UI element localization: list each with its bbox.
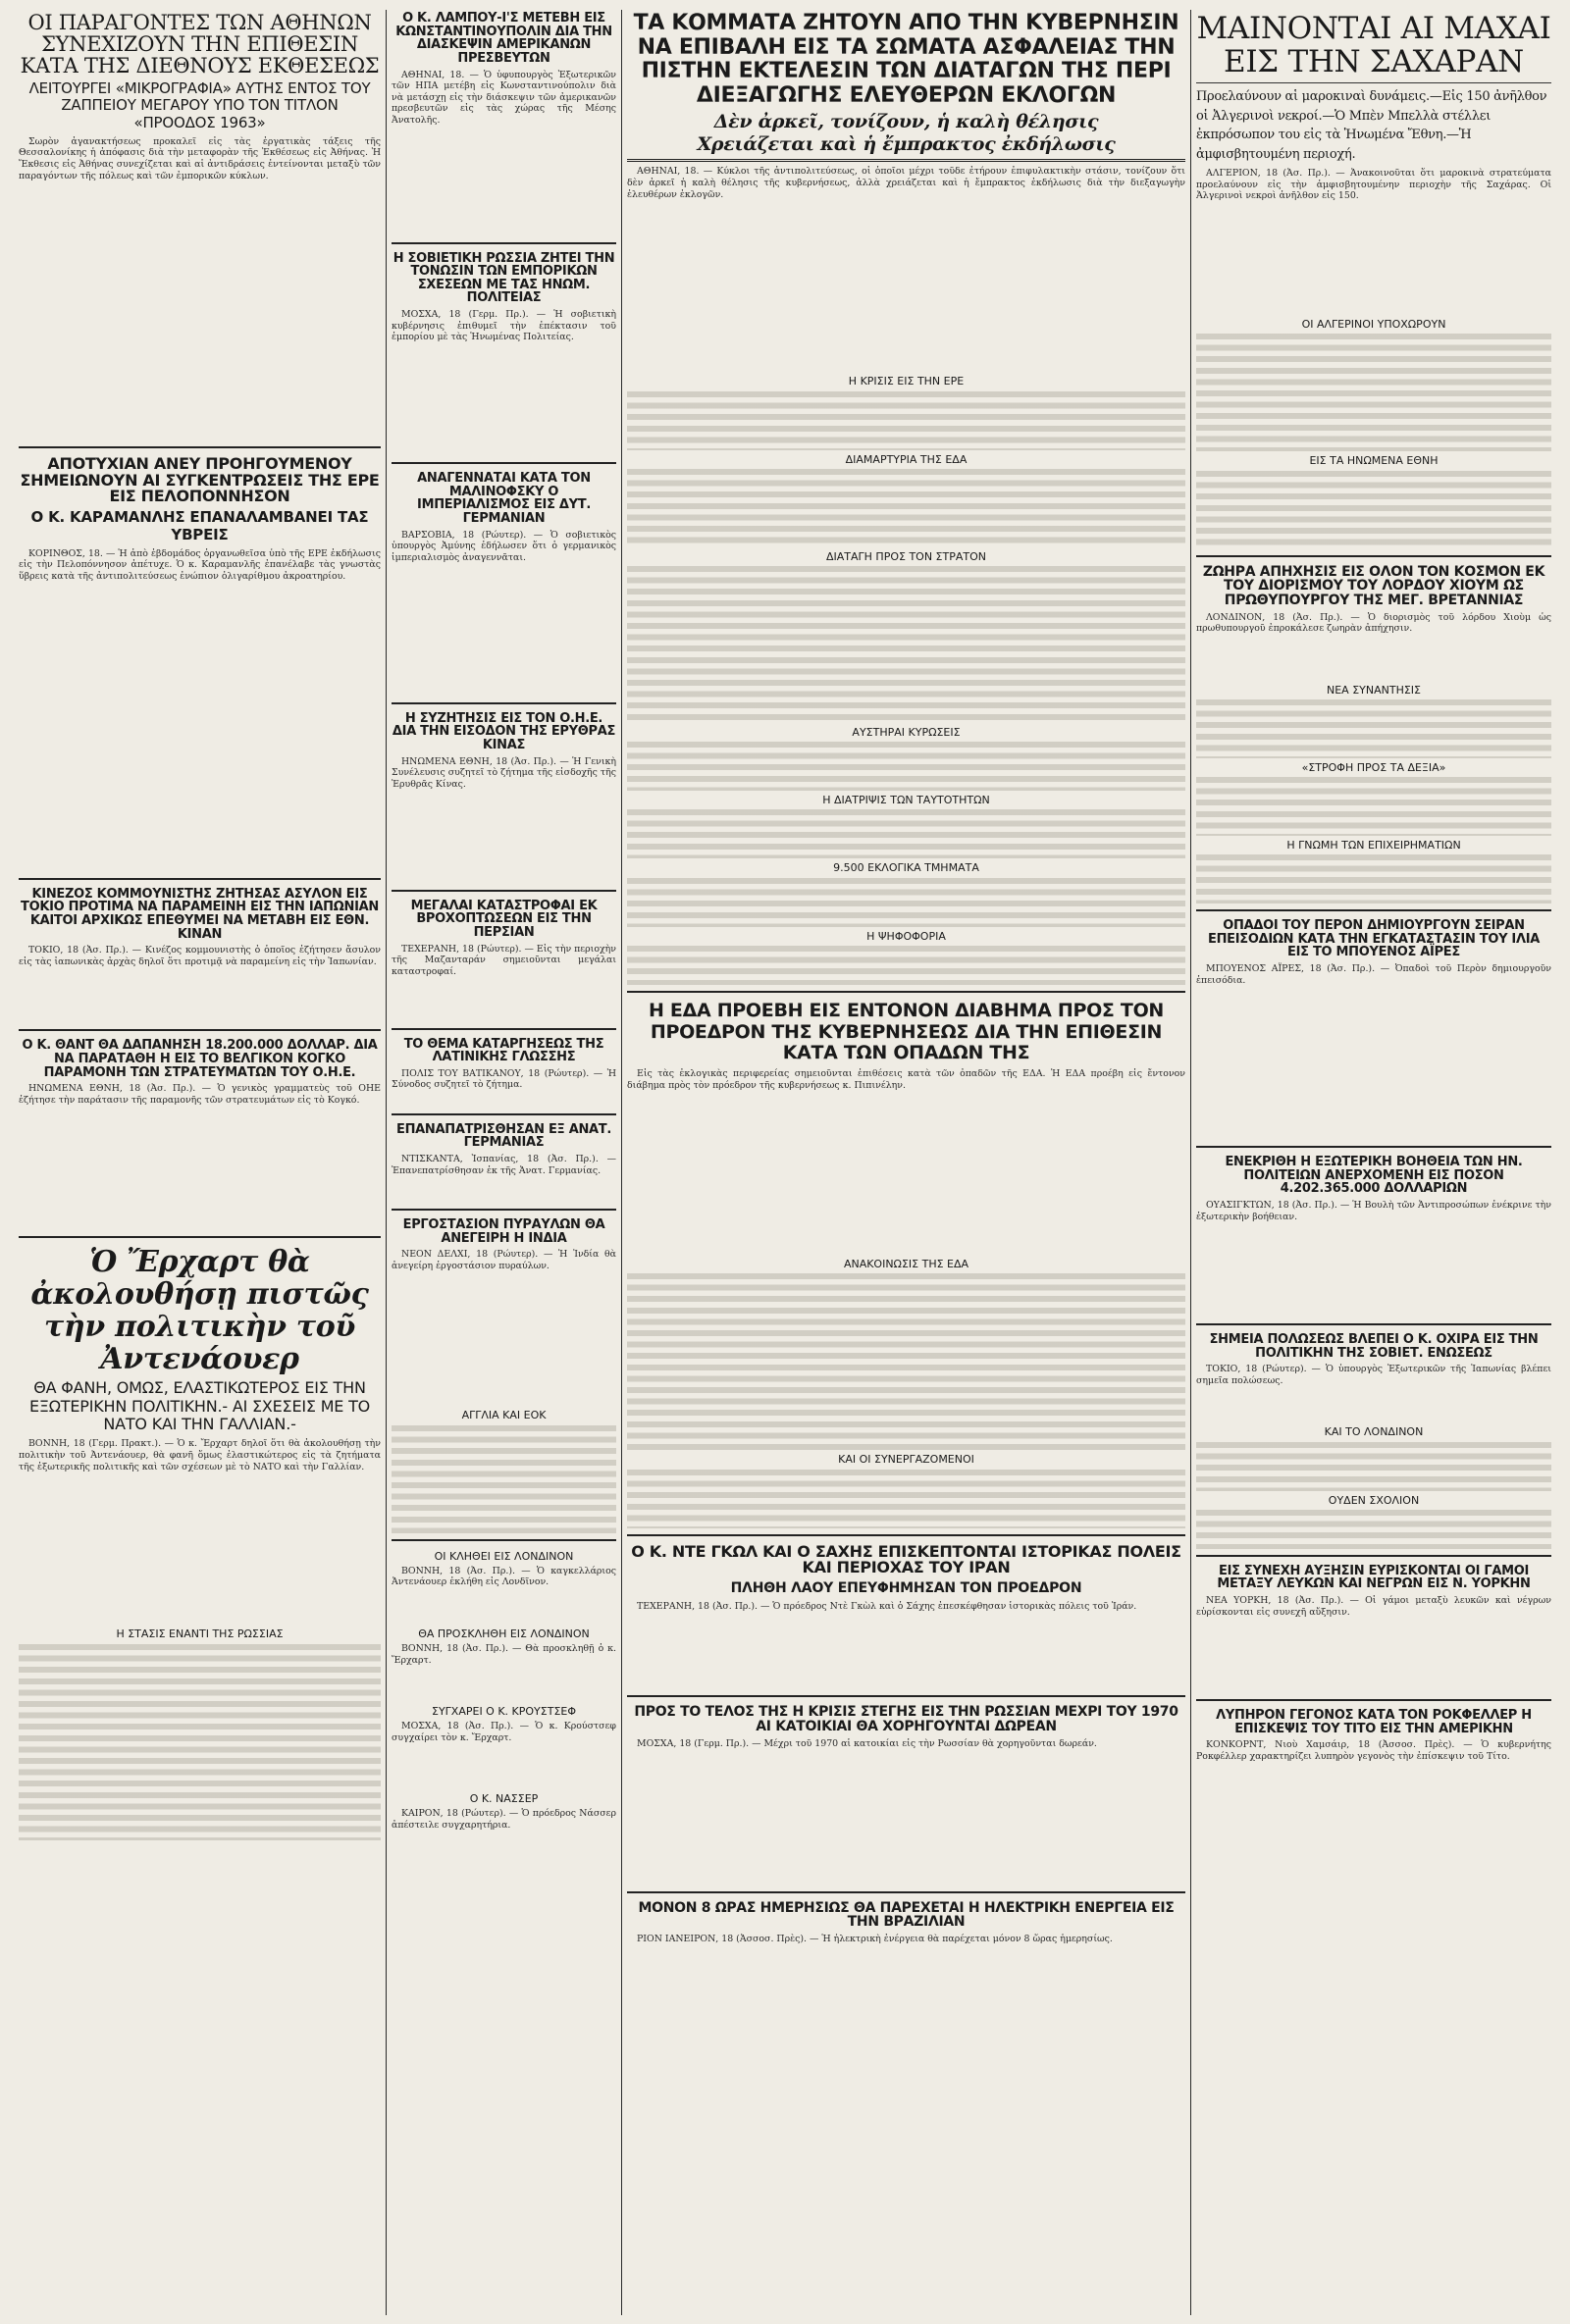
section-heading: ΕΙΣ ΤΑ ΗΝΩΜΕΝΑ ΕΘΝΗ: [1309, 454, 1439, 468]
section-heading: «ΣΤΡΟΦΗ ΠΡΟΣ ΤΑ ΔΕΞΙΑ»: [1301, 760, 1446, 774]
headline: ΠΡΟΣ ΤΟ ΤΕΛΟΣ ΤΗΣ Η ΚΡΙΣΙΣ ΣΤΕΓΗΣ ΕΙΣ ΤΗΝ ΡΩΣΣΙΑΝ ΜΕΧΡΙ ΤΟΥ 1970 ΑΙ ΚΑΤΟΙΚΙΑΙ ΘΑ ΧΟΡΗΓΟΥΝΤΑΙ ΔΩΡΕΑΝ: [634, 1704, 1178, 1734]
section-heading: ΚΑΙ ΟΙ ΣΥΝΕΡΓΑΖΟΜΕΝΟΙ: [838, 1453, 974, 1467]
section-heading: ΚΑΙ ΤΟ ΛΟΝΔΙΝΟΝ: [1324, 1425, 1424, 1439]
section-heading: ΟΙ ΚΛΗΘΕΙ ΕΙΣ ΛΟΝΔΙΝΟΝ: [434, 1549, 574, 1563]
article-body: ΗΝΩΜΕΝΑ ΕΘΝΗ, 18 (Ἀσ. Πρ.). — Ὁ γενικὸς γραμματεὺς τοῦ ΟΗΕ ἐζήτησε τὴν παράτασιν τῆς παραμονῆς τῶν στρατευμάτων εἰς τὸ Κογκό.: [19, 1083, 381, 1106]
headline: ΕΡΓΟΣΤΑΣΙΟΝ ΠΥΡΑΥΛΩΝ ΘΑ ΑΝΕΓΕΙΡΗ Η ΙΝΔΙΑ: [402, 1217, 605, 1246]
article-degaulle-iran: [627, 1542, 1185, 1698]
article-body: ΒΟΝΝΗ, 18 (Ἀσ. Πρ.). — Θὰ προσκληθῇ ὁ κ. Ἔρχαρτ.: [392, 1642, 616, 1666]
article-ball-istanbul: [392, 10, 616, 244]
section-heading: Η ΨΗΦΟΦΟΡΙΑ: [866, 929, 946, 943]
article-brazil-power: [627, 1899, 1185, 2047]
article-body: ΗΝΩΜΕΝΑ ΕΘΝΗ, 18 (Ἀσ. Πρ.). — Ἡ Γενικὴ Συνέλευσις συζητεῖ τὸ ζήτημα τῆς εἰσδοχῆς τῆς Ἐρυθρᾶς Κίνας.: [392, 755, 616, 790]
article-invited-london: [392, 1547, 616, 1933]
article-body: ΒΑΡΣΟΒΙΑ, 18 (Ρώυτερ). — Ὁ σοβιετικὸς ὑπουργὸς Ἀμύνης ἐδήλωσεν ὅτι ὁ γερμανικὸς ἰμπεριαλισμὸς ἀναγεννᾶται.: [392, 529, 616, 563]
article-body: [392, 1425, 616, 1533]
headline: ΕΙΣ ΣΥΝΕΧΗ ΑΥΞΗΣΙΝ ΕΥΡΙΣΚΟΝΤΑΙ ΟΙ ΓΑΜΟΙ ΜΕΤΑΞΥ ΛΕΥΚΩΝ ΚΑΙ ΝΕΓΡΩΝ ΕΙΣ Ν. ΥΟΡΚΗΝ: [1217, 1563, 1531, 1592]
article-body: ΠΟΛΙΣ ΤΟΥ ΒΑΤΙΚΑΝΟΥ, 18 (Ρώυτερ). — Ἡ Σύνοδος συζητεῖ τὸ ζήτημα.: [392, 1067, 616, 1091]
section-heading: Ο Κ. ΝΑΣΣΕΡ: [469, 1792, 539, 1806]
column-2: [387, 10, 622, 2315]
article-soviet-trade: [392, 250, 616, 465]
headline: ΕΝΕΚΡΙΘΗ Η ΕΞΩΤΕΡΙΚΗ ΒΟΗΘΕΙΑ ΤΩΝ ΗΝ. ΠΟΛΙΤΕΙΩΝ ΑΝΕΡΧΟΜΕΝΗ ΕΙΣ ΠΟΣΟΝ 4.202.365.000 ΔΟΛΛΑΡΙΩΝ: [1225, 1155, 1523, 1197]
headline: Η ΣΟΒΙΕΤΙΚΗ ΡΩΣΣΙΑ ΖΗΤΕΙ ΤΗΝ ΤΟΝΩΣΙΝ ΤΩΝ ΕΜΠΟΡΙΚΩΝ ΣΧΕΣΕΩΝ ΜΕ ΤΑΣ ΗΝΩΜ. ΠΟΛΙΤΕΙΑΣ: [392, 250, 615, 306]
article-body: [627, 946, 1185, 985]
subheadline: ΛΕΙΤΟΥΡΓΕΙ «ΜΙΚΡΟΓΡΑΦΙΑ» ΑΥΤΗΣ ΕΝΤΟΣ ΤΟΥ ΖΑΠΠΕΙΟΥ ΜΕΓΑΡΟΥ ΥΠΟ ΤΟΝ ΤΙΤΛΟΝ «ΠΡΟΟΔΟΣ 1963»: [28, 79, 371, 131]
article-body: ΒΟΝΝΗ, 18 (Γερμ. Πρακτ.). — Ὁ κ. Ἔρχαρτ δηλοῖ ὅτι θὰ ἀκολουθήσῃ τὴν πολιτικὴν τοῦ Ἀντενάουερ, θὰ φανῆ ὅμως ἐλαστικώτερος εἰς τὰ ζητήματα τῆς ἐξωτερικῆς πολιτικῆς καὶ τῶν σχέσεων μὲ τὸ ΝΑΤΟ καὶ τὴν Γαλλίαν.: [19, 1438, 381, 1472]
article-lord-home: [1196, 563, 1551, 912]
article-latin: [392, 1036, 616, 1115]
headline: ΣΗΜΕΙΑ ΠΟΛΩΣΕΩΣ ΒΛΕΠΕΙ Ο Κ. ΟΧΙΡΑ ΕΙΣ ΤΗΝ ΠΟΛΙΤΙΚΗΝ ΤΗΣ ΣΟΒΙΕΤ. ΕΝΩΣΕΩΣ: [1209, 1332, 1539, 1361]
headline: ΑΝΑΓΕΝΝΑΤΑΙ ΚΑΤΑ ΤΟΝ ΜΑΛΙΝΟΦΣΚΥ Ο ΙΜΠΕΡΙΑΛΙΣΜΟΣ ΕΙΣ ΔΥΤ. ΓΕΡΜΑΝΙΑΝ: [417, 471, 591, 527]
section-heading: ΟΥΔΕΝ ΣΧΟΛΙΟΝ: [1328, 1493, 1420, 1507]
article-body: ΑΘΗΝΑΙ, 18. — Ὁ ὑφυπουργὸς Ἐξωτερικῶν τῶν ΗΠΑ μετέβη εἰς Κωνσταντινούπολιν διὰ νὰ μετάσχῃ εἰς τὴν διάσκεψιν τῶν ἀμερικανῶν πρεσβευτῶν εἰς τὰς χώρας τῆς Μέσης Ἀνατολῆς.: [392, 69, 616, 126]
section-heading: ΔΙΑΤΑΓΗ ΠΡΟΣ ΤΟΝ ΣΤΡΑΤΟΝ: [826, 549, 986, 563]
article-body: Σωρὸν ἀγανακτήσεως προκαλεῖ εἰς τὰς ἐργατικὰς τάξεις τῆς Θεσσαλονίκης ἡ ἀπόφασις διὰ τὴν μεταφορὰν τῆς Ἐκθέσεως εἰς Ἀθήνας. Ἡ Ἔκθεσις εἰς Ἀθήνας συνεχίζεται καὶ αἱ ἀντιδράσεις ἐντείνονται μεταξὺ τῶν παραγόντων τῆς πόλεως καὶ τῶν ἐμπορικῶν κύκλων.: [19, 135, 381, 181]
article-body: Εἰς τὰς ἐκλογικὰς περιφερείας σημειοῦνται ἐπιθέσεις κατὰ τῶν ὀπαδῶν τῆς ΕΔΑ. Ἡ ΕΔΑ προέβη εἰς ἔντονον διάβημα πρὸς τὸν πρόεδρον τῆς κυβερνήσεως κ. Πιπινέλην.: [627, 1068, 1185, 1091]
subheadline: Δὲν ἀρκεῖ, τονίζουν, ἡ καλὴ θέλησις: [713, 110, 1099, 132]
column-4: [1191, 10, 1556, 2315]
headline: ΜΕΓΑΛΑΙ ΚΑΤΑΣΤΡΟΦΑΙ ΕΚ ΒΡΟΧΟΠΤΩΣΕΩΝ ΕΙΣ ΤΗΝ ΠΕΡΣΙΑΝ: [410, 898, 598, 940]
section-heading: ΣΥΓΧΑΡΕΙ Ο Κ. ΚΡΟΥΣΤΣΕΦ: [432, 1704, 576, 1718]
section-heading: ΝΕΑ ΣΥΝΑΝΤΗΣΙΣ: [1327, 683, 1421, 697]
article-body: ΜΟΣΧΑ, 18 (Γερμ. Πρ.). — Ἡ σοβιετικὴ κυβέρνησις ἐπιθυμεῖ τὴν ἐπέκτασιν τοῦ ἐμπορίου μὲ τὰς Ἡνωμένας Πολιτείας.: [392, 309, 616, 343]
article-body: ΚΑΙΡΟΝ, 18 (Ρώυτερ). — Ὁ πρόεδρος Νάσσερ ἀπέστειλε συγχαρητήρια.: [392, 1808, 616, 1831]
article-foreign-aid: [1196, 1154, 1551, 1325]
section-heading: ΑΓΓΛΙΑ ΚΑΙ ΕΟΚ: [461, 1409, 547, 1422]
article-un-china: [392, 710, 616, 892]
article-body: ΛΟΝΔΙΝΟΝ, 18 (Ἀσ. Πρ.). — Ὁ διορισμὸς τοῦ λόρδου Χιοὺμ ὡς πρωθυπουργοῦ ἐπροκάλεσε ζωηρὰν ἀπήχησιν.: [1196, 611, 1551, 635]
article-body: ΜΠΟΥΕΝΟΣ ΑΪΡΕΣ, 18 (Ἀσ. Πρ.). — Ὀπαδοὶ τοῦ Περὸν δημιουργοῦν ἐπεισόδια.: [1196, 963, 1551, 986]
headline: Ο Κ. ΛΑΜΠΟΥ-Ι'Σ ΜΕΤΕΒΗ ΕΙΣ ΚΩΝΣΤΑΝΤΙΝΟΥΠΟΛΙΝ ΔΙΑ ΤΗΝ ΔΙΑΣΚΕΨΙΝ ΑΜΕΡΙΚΑΝΩΝ ΠΡΕΣΒΕΥΤΩΝ: [395, 11, 612, 66]
article-body: [627, 469, 1185, 547]
headline: Ο Κ. ΘΑΝΤ ΘΑ ΔΑΠΑΝΗΣΗ 18.200.000 ΔΟΛΛΑΡ. ΔΙΑ ΝΑ ΠΑΡΑΤΑΘΗ Η ΕΙΣ ΤΟ ΒΕΛΓΙΚΟΝ ΚΟΓΚΟ ΠΑΡΑΜΟΝΗ ΤΩΝ ΣΤΡΑΤΕΥΜΑΤΩΝ ΤΟΥ Ο.Η.Ε.: [22, 1038, 378, 1080]
headline: Ο Κ. ΝΤΕ ΓΚΩΛ ΚΑΙ Ο ΣΑΧΗΣ ΕΠΙΣΚΕΠΤΟΝΤΑΙ ΙΣΤΟΡΙΚΑΣ ΠΟΛΕΙΣ ΚΑΙ ΠΕΡΙΟΧΑΣ ΤΟΥ ΙΡΑΝ: [631, 1541, 1181, 1577]
article-body: [1196, 1442, 1551, 1491]
article-body: ΤΕΧΕΡΑΝΗ, 18 (Ἀσ. Πρ.). — Ὁ πρόεδρος Ντὲ Γκὼλ καὶ ὁ Σάχης ἐπεσκέφθησαν ἱστορικὰς πόλεις τοῦ Ἰράν.: [637, 1601, 1137, 1613]
article-body: [627, 809, 1185, 858]
headline: Η ΕΔΑ ΠΡΟΕΒΗ ΕΙΣ ΕΝΤΟΝΟΝ ΔΙΑΒΗΜΑ ΠΡΟΣ ΤΟΝ ΠΡΟΕΔΡΟΝ ΤΗΣ ΚΥΒΕΡΝΗΣΕΩΣ ΔΙΑ ΤΗΝ ΕΠΙΘΕΣΙΝ ΚΑΤΑ ΤΩΝ ΟΠΑΔΩΝ ΤΗΣ: [648, 999, 1165, 1064]
article-body: [627, 566, 1185, 723]
column-1: [14, 10, 387, 2315]
headline: ΤΟ ΘΕΜΑ ΚΑΤΑΡΓΗΣΕΩΣ ΤΗΣ ΛΑΤΙΝΙΚΗΣ ΓΛΩΣΣΗΣ: [403, 1036, 604, 1065]
article-body: ΟΥΑΣΙΓΚΤΩΝ, 18 (Ἀσ. Πρ.). — Ἡ Βουλὴ τῶν Ἀντιπροσώπων ἐνέκρινε τὴν ἐξωτερικὴν βοήθειαν.: [1196, 1200, 1551, 1222]
article-thant-congo: [19, 1037, 381, 1238]
article-body: ΤΟΚΙΟ, 18 (Ρώυτερ). — Ὁ ὑπουργὸς Ἐξωτερικῶν τῆς Ἰαπωνίας βλέπει σημεῖα πολώσεως.: [1196, 1364, 1551, 1386]
article-body: [1196, 854, 1551, 904]
article-body: ΝΕΑ ΥΟΡΚΗ, 18 (Ἀσ. Πρ.). — Οἱ γάμοι μεταξὺ λευκῶν καὶ νέγρων εὑρίσκονται εἰς συνεχῆ αὔξησιν.: [1196, 1594, 1551, 1618]
headline: ΚΙΝΕΖΟΣ ΚΟΜΜΟΥΝΙΣΤΗΣ ΖΗΤΗΣΑΣ ΑΣΥΛΟΝ ΕΙΣ ΤΟΚΙΟ ΠΡΟΤΙΜΑ ΝΑ ΠΑΡΑΜΕΙΝΗ ΕΙΣ ΤΗΝ ΙΑΠΩΝΙΑΝ ΚΑΙΤΟΙ ΑΡΧΙΚΩΣ ΕΠΕΘΥΜΕΙ ΝΑ ΜΕΤΑΒΗ ΕΙΣ ΕΘΝ. ΚΙΝΑΝ: [21, 886, 379, 942]
headline: Ὁ Ἔρχαρτ θὰ ἀκολουθήσῃ πιστῶς τὴν πολιτικὴν τοῦ Ἀντενάουερ: [30, 1245, 369, 1377]
article-ohira: [1196, 1331, 1551, 1557]
headline: ΑΠΟΤΥΧΙΑΝ ΑΝΕΥ ΠΡΟΗΓΟΥΜΕΝΟΥ ΣΗΜΕΙΩΝΟΥΝ ΑΙ ΣΥΓΚΕΝΤΡΩΣΕΙΣ ΤΗΣ ΕΡΕ ΕΙΣ ΠΕΛΟΠΟΝΝΗΣΟΝ: [20, 453, 380, 506]
article-body: ΚΟΡΙΝΘΟΣ, 18. — Ἡ ἀπὸ ἑβδομάδος ὀργανωθεῖσα ὑπὸ τῆς ΕΡΕ ἐκδήλωσις εἰς τὴν Πελοπόννησον ἀπέτυχε. Ὁ κ. Καραμανλῆς ἐπανέλαβε τὰς γνωστὰς ὕβρεις κατὰ τῆς ἀντιπολιτεύσεως ἐνώπιον ὀλιγαρίθμου ἀκροατηρίου.: [19, 547, 381, 582]
headline: ΕΠΑΝΑΠΑΤΡΙΣΘΗΣΑΝ ΕΞ ΑΝΑΤ. ΓΕΡΜΑΝΙΑΣ: [395, 1121, 612, 1151]
headline: Η ΣΥΖΗΤΗΣΙΣ ΕΙΣ ΤΟΝ Ο.Η.Ε. ΔΙΑ ΤΗΝ ΕΙΣΟΔΟΝ ΤΗΣ ΕΡΥΘΡΑΣ ΚΙΝΑΣ: [392, 710, 616, 752]
article-sahara: [1196, 10, 1551, 557]
article-exhibition: [19, 10, 381, 448]
article-body: ΒΟΝΝΗ, 18 (Ἀσ. Πρ.). — Ὁ καγκελλάριος Ἀντενάουερ ἐκλήθη εἰς Λονδῖνον.: [392, 1565, 616, 1588]
subheadline: Προελαύνουν αἱ μαροκιναὶ δυνάμεις.—Εἰς 150 ἀνῆλθον οἱ Ἀλγερινοὶ νεκροί.—Ὁ Μπὲν Μπελλὰ στέλλει ἐκπρόσωπον του εἰς τὰ Ἡνωμένα Ἔθνη.—Ἡ ἀμφισβητουμένη περιοχή.: [1196, 89, 1547, 162]
article-body: [1196, 777, 1551, 836]
subheadline: ΘΑ ΦΑΝΗ, ΟΜΩΣ, ΕΛΑΣΤΙΚΩΤΕΡΟΣ ΕΙΣ ΤΗΝ ΕΞΩΤΕΡΙΚΗΝ ΠΟΛΙΤΙΚΗΝ.- ΑΙ ΣΧΕΣΕΙΣ ΜΕ ΤΟ ΝΑΤΟ ΚΑΙ ΤΗΝ ΓΑΛΛΙΑΝ.-: [28, 1378, 371, 1434]
article-russia-housing: [627, 1703, 1185, 1892]
headline: ΖΩΗΡΑ ΑΠΗΧΗΣΙΣ ΕΙΣ ΟΛΟΝ ΤΟΝ ΚΟΣΜΟΝ ΕΚ ΤΟΥ ΔΙΟΡΙΣΜΟΥ ΤΟΥ ΛΟΡΔΟΥ ΧΙΟΥΜ ΩΣ ΠΡΩΘΥΠΟΥΡΓΟΥ ΤΗΣ ΜΕΓ. ΒΡΕΤΑΝΝΙΑΣ: [1202, 563, 1545, 608]
article-body: [627, 391, 1185, 450]
section-heading: ΘΑ ΠΡΟΣΚΛΗΘΗ ΕΙΣ ΛΟΝΔΙΝΟΝ: [418, 1627, 590, 1640]
article-chinese-asylum: [19, 886, 381, 1032]
section-heading: Η ΓΝΩΜΗ ΤΩΝ ΕΠΙΧΕΙΡΗΜΑΤΙΩΝ: [1286, 839, 1461, 852]
subheadline: Ο Κ. ΚΑΡΑΜΑΝΛΗΣ ΕΠΑΝΑΛΑΜΒΑΝΕΙ ΤΑΣ ΥΒΡΕΙΣ: [30, 508, 369, 543]
article-body: ΑΛΓΕΡΙΟΝ, 18 (Ἀσ. Πρ.). — Ἀνακοινοῦται ὅτι μαροκινὰ στρατεύματα προελαύνουν εἰς τὴν ἀμφισβητουμένην περιοχὴν τῆς Σαχάρας. Οἱ Ἀλγερινοὶ νεκροὶ ἀνῆλθον εἰς 150.: [1196, 168, 1551, 202]
section-heading: ΑΝΑΚΟΙΝΩΣΙΣ ΤΗΣ ΕΔΑ: [843, 1258, 969, 1271]
article-erhard: [19, 1244, 381, 1845]
article-malinovsky: [392, 470, 616, 704]
article-repatriation: [392, 1121, 616, 1211]
article-body: ΜΟΣΧΑ, 18 (Γερμ. Πρ.). — Μέχρι τοῦ 1970 αἱ κατοικίαι εἰς τὴν Ρωσσίαν θὰ χορηγοῦνται δωρεάν.: [637, 1737, 1097, 1749]
section-heading: Η ΔΙΑΤΡΙΨΙΣ ΤΩΝ ΤΑΥΤΟΤΗΤΩΝ: [822, 794, 990, 807]
section-heading: ΑΥΣΤΗΡΑΙ ΚΥΡΩΣΕΙΣ: [852, 725, 961, 739]
headline: ΤΑ ΚΟΜΜΑΤΑ ΖΗΤΟΥΝ ΑΠΟ ΤΗΝ ΚΥΒΕΡΝΗΣΙΝ ΝΑ ΕΠΙΒΑΛΗ ΕΙΣ ΤΑ ΣΩΜΑΤΑ ΑΣΦΑΛΕΙΑΣ ΤΗΝ ΠΙΣΤΗΝ ΕΚΤΕΛΕΣΙΝ ΤΩΝ ΔΙΑΤΑΓΩΝ ΤΗΣ ΠΕΡΙ ΔΙΕΞΑΓΩΓΗΣ ΕΛΕΥΘΕΡΩΝ ΕΚΛΟΓΩΝ: [633, 11, 1179, 108]
article-body: ΡΙΟΝ ΙΑΝΕΙΡΟΝ, 18 (Ἀσσοσ. Πρὲς). — Ἡ ἠλεκτρικὴ ἐνέργεια θὰ παρέχεται μόνον 8 ὥρας ἡμερησίως.: [637, 1934, 1113, 1945]
article-body: [627, 878, 1185, 927]
article-ny-marriages: [1196, 1563, 1551, 1701]
article-body: ΝΤΙΣΚΑΝΤΑ, Ἰσπανίας, 18 (Ἀσ. Πρ.). — Ἐπανεπατρίσθησαν ἐκ τῆς Ἀνατ. Γερμανίας.: [392, 1154, 616, 1176]
article-ere-peloponnese: [19, 454, 381, 880]
newspaper-page: [14, 10, 1556, 2315]
section-heading: Η ΣΤΑΣΙΣ ΕΝΑΝΤΙ ΤΗΣ ΡΩΣΣΙΑΣ: [116, 1627, 284, 1641]
subheadline: ΠΛΗΘΗ ΛΑΟΥ ΕΠΕΥΦΗΜΗΣΑΝ ΤΟΝ ΠΡΟΕΔΡΟΝ: [730, 1580, 1082, 1597]
headline: ΟΠΑΔΟΙ ΤΟΥ ΠΕΡΟΝ ΔΗΜΙΟΥΡΓΟΥΝ ΣΕΙΡΑΝ ΕΠΕΙΣΟΔΙΩΝ ΚΑΤΑ ΤΗΝ ΕΓΚΑΤΑΣΤΑΣΙΝ ΤΟΥ ΙΛΙΑ ΕΙΣ ΤΟ ΜΠΟΥΕΝΟΣ ΑΪΡΕΣ: [1207, 918, 1541, 960]
section-heading: ΟΙ ΑΛΓΕΡΙΝΟΙ ΥΠΟΧΩΡΟΥΝ: [1301, 318, 1446, 332]
article-elections-lead: [627, 10, 1185, 993]
section-heading: Η ΚΡΙΣΙΣ ΕΙΣ ΤΗΝ ΕΡΕ: [848, 375, 965, 388]
article-body: [627, 742, 1185, 791]
article-body: [1196, 699, 1551, 758]
headline: ΟΙ ΠΑΡΑΓΟΝΤΕΣ ΤΩΝ ΑΘΗΝΩΝ ΣΥΝΕΧΙΖΟΥΝ ΤΗΝ ΕΠΙΘΕΣΙΝ ΚΑΤΑ ΤΗΣ ΔΙΕΘΝΟΥΣ ΕΚΘΕΣΕΩΣ: [20, 11, 380, 78]
article-body: ΝΕΟΝ ΔΕΛΧΙ, 18 (Ρώυτερ). — Ἡ Ἰνδία θὰ ἀνεγείρη ἐργοστάσιον πυραύλων.: [392, 1249, 616, 1271]
article-body: ΚΟΝΚΟΡΝΤ, Νιοὺ Χαμσάιρ, 18 (Ἀσσοσ. Πρὲς). — Ὁ κυβερνήτης Ροκφέλλερ χαρακτηρίζει λυπηρὸν γεγονὸς τὴν ἐπίσκεψιν τοῦ Τίτο.: [1196, 1739, 1551, 1762]
article-body: [627, 1470, 1185, 1528]
column-3: [622, 10, 1191, 2315]
subheadline: Χρειάζεται καὶ ἡ ἔμπρακτος ἐκδήλωσις: [697, 133, 1116, 156]
article-body: ΤΕΧΕΡΑΝΗ, 18 (Ρώυτερ). — Εἰς τὴν περιοχὴν τῆς Μαζανταράν σημειοῦνται μεγάλαι καταστροφαί.: [392, 943, 616, 977]
section-heading: ΔΙΑΜΑΡΤΥΡΙΑ ΤΗΣ ΕΔΑ: [845, 452, 968, 466]
section-heading: 9.500 ΕΚΛΟΓΙΚΑ ΤΜΗΜΑΤΑ: [833, 861, 979, 875]
article-body: ΤΟΚΙΟ, 18 (Ἀσ. Πρ.). — Κινέζος κομμουνιστὴς ὁ ὁποῖος ἐζήτησεν ἄσυλον εἰς τὰς ἰαπωνικὰς ἀρχὰς δηλοῖ ὅτι προτιμᾷ νὰ παραμείνη εἰς τὴν Ἰαπωνίαν.: [19, 945, 381, 967]
article-body: [627, 1273, 1185, 1450]
headline: ΛΥΠΗΡΟΝ ΓΕΓΟΝΟΣ ΚΑΤΑ ΤΟΝ ΡΟΚΦΕΛΛΕΡ Η ΕΠΙΣΚΕΨΙΣ ΤΟΥ ΤΙΤΟ ΕΙΣ ΤΗΝ ΑΜΕΡΙΚΗΝ: [1216, 1707, 1532, 1736]
article-india-rockets: [392, 1216, 616, 1540]
article-body: [1196, 334, 1551, 451]
article-body: [1196, 471, 1551, 549]
article-body: ΜΟΣΧΑ, 18 (Ἀσ. Πρ.). — Ὁ κ. Κρούστσεφ συγχαίρει τὸν κ. Ἔρχαρτ.: [392, 1721, 616, 1743]
article-body: [19, 1644, 381, 1840]
article-rockefeller-tito: [1196, 1707, 1551, 1863]
article-peron: [1196, 917, 1551, 1148]
divider: [1196, 82, 1551, 83]
article-eda-demarche: [627, 999, 1185, 1536]
headline: ΜΑΙΝΟΝΤΑΙ ΑΙ ΜΑΧΑΙ ΕΙΣ ΤΗΝ ΣΑΧΑΡΑΝ: [1196, 11, 1551, 80]
headline: ΜΟΝΟΝ 8 ΩΡΑΣ ΗΜΕΡΗΣΙΩΣ ΘΑ ΠΑΡΕΧΕΤΑΙ Η ΗΛΕΚΤΡΙΚΗ ΕΝΕΡΓΕΙΑ ΕΙΣ ΤΗΝ ΒΡΑΖΙΛΙΑΝ: [638, 1899, 1175, 1931]
article-body: [1196, 1510, 1551, 1549]
divider: [627, 159, 1185, 162]
article-body: ΑΘΗΝΑΙ, 18. — Κύκλοι τῆς ἀντιπολιτεύσεως, οἱ ὁποῖοι μέχρι τοῦδε ἐτήρουν ἐπιφυλακτικὴν στάσιν, τονίζουν ὅτι δὲν ἀρκεῖ ἡ καλὴ θέλησις τῆς κυβερνήσεως, ἀλλὰ χρειάζεται καὶ ἡ ἔμπρακτος ἐκδήλωσις διὰ τὴν διεξαγωγὴν ἐλευθέρων ἐκλογῶν.: [627, 166, 1185, 200]
article-persia-floods: [392, 898, 616, 1030]
